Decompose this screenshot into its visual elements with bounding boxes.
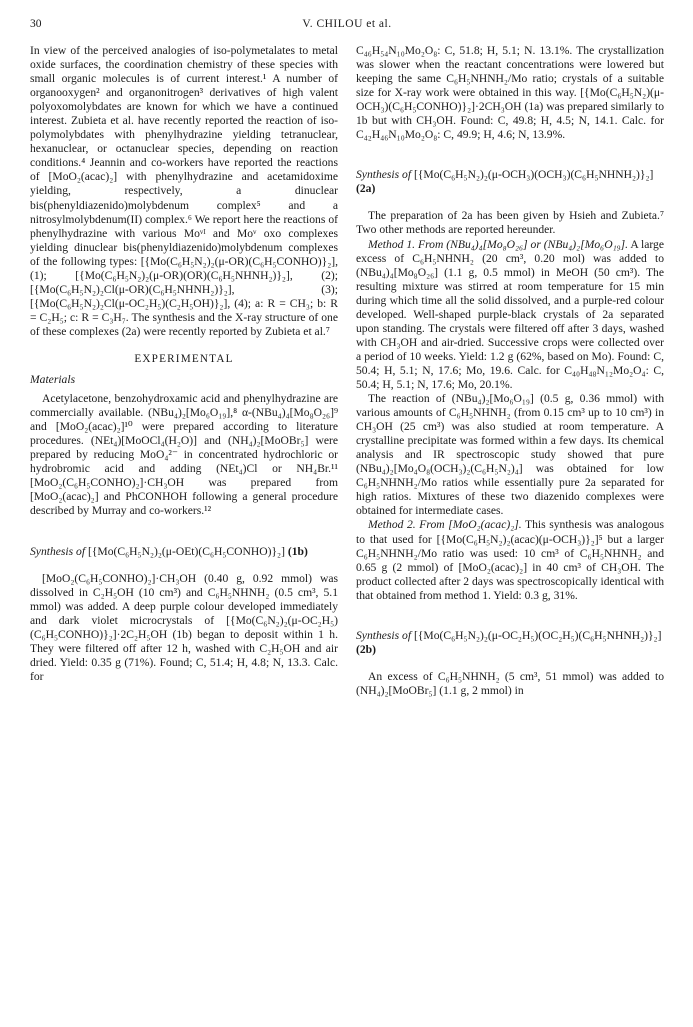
synthesis-1b-formula: [{Mo(C₆H₅N₂)₂(μ-OEt)(C₆H₅CONHO)}₂] (87, 544, 285, 558)
synthesis-1b-paragraph: [MoO₂(C₆H₅CONHO)₂]·CH₃OH (0.40 g, 0.92 mmol) was dissolved in C₂H₅OH (10 cm³) and C₆H₅NHNH₂ (0.5 cm³, 5.1 mmol) was added. A deep purple colour developed immediately and dark violet microcrystals of [{Mo(C₆N₂)₂(μ-OC₂H₅)(C₆H₅CONHO)}₂]·2C₂H₅OH (1b) began to deposit within 1 h. They were filtered off after 12 h, washed with C₂H₅OH and air dried. Yield: 0.35 g (71%). Found; C, 51.4; H, 4.8; N, 13.3. Calc. for (30, 571, 338, 683)
page-header (30, 18, 664, 34)
method-1-label: Method 1. From (NBu₄)₄[Mo₈O₂₆] or (NBu₄)₂[Mo₆O₁₉]. (368, 237, 629, 251)
experimental-heading: EXPERIMENTAL (134, 352, 234, 365)
intro-paragraph: In view of the perceived analogies of iso-polymetalates to metal oxide surfaces, the coordination chemistry of these species with small organic molecules is of current interest.¹ A number of organooxygen² and organonitrogen³ derivatives of high valent polyoxomolybdates are known for which we have a continued interest. Zubieta et al. have recently reported the reaction of iso-polymolybdates with phenylhydrazine yielding tetranuclear, hexanuclear, or octanuclear species, depending on reaction conditions.⁴ Jeannin and co-workers have reported the reactions of [MoO₂(acac)₂] with phenylhydrazine and acetamidoxime yielding, respectively, a dinuclear bis(phenyldiazenido)molybdenum complex⁵ and a nitrosylmolybdenum(II) complex.⁶ We report here the reactions of phenylhydrazine with various Moᵛᴵ and Moᵛ oxo complexes yielding dinuclear bis(phenyldiazenido)molybdenum complexes of the following types: [{Mo(C₆H₅N₂)₂(μ-OR)(C₆H₅CONHO)}₂], (1); [{Mo(C₆H₅N₂)₂(μ-OR)(OR)(C₆H₅NHNH₂)}₂], (2); [{Mo(C₆H₅N₂)₂Cl(μ-OR)(C₆H₅NHNH₂)}₂], (3); [{Mo(C₆H₅N₂)₂Cl(μ-OC₂H₅)(C₂H₅OH)}₂], (4); a: R = CH₃; b: R = C₂H₅; c: R = C₃H₇. The synthesis and the X-ray structure of one of these complexes (2a) were recently reported by Zubieta et al.⁷ (30, 44, 338, 338)
synthesis-1b-label: (1b) (287, 544, 308, 558)
running-head: V. CHILOU et al. (302, 18, 392, 30)
synthesis-2b-prefix: Synthesis of (356, 628, 412, 642)
method-2-label: Method 2. From [MoO₂(acac)₂]. (368, 518, 522, 532)
continuation-paragraph: C₄₆H₅₄N₁₀Mo₂O₈: C, 51.8; H, 5.1; N. 13.1%. The crystallization was slower when the reactant concentrations were lowered but keeping the same C₆H₅NHNH₂/Mo ratio; crystals of a suitable size for X-ray work were obtained in this way. [{Mo(C₆H₅N₂)(μ-OCH₃)(C₆H₅CONHO)}₂]·2CH₃OH (1a) was prepared similarly to 1b but with CH₃OH. Found: C, 49.8; H, 4.5; N, 14.1. Calc. for C₄₂H₄₆N₁₀Mo₂O₈: C, 49.9; H, 4.6; N, 13.9%. (356, 44, 664, 142)
synthesis-1b-heading (30, 545, 338, 559)
page-number: 30 (30, 18, 42, 30)
synthesis-2b-formula: [{Mo(C₆H₅N₂)₂(μ-OC₂H₅)(OC₂H₅)(C₆H₅NHNH₂)}₂] (413, 628, 662, 642)
synthesis-2a-formula: [{Mo(C₆H₅N₂)₂(μ-OCH₃)(OCH₃)(C₆H₅NHNH₂)}₂] (413, 168, 654, 182)
left-column (30, 44, 338, 684)
synthesis-2a-intro: The preparation of 2a has been given by Hsieh and Zubieta.⁷ Two other methods are reported hereunder. (356, 209, 664, 237)
synthesis-2b-paragraph: An excess of C₆H₅NHNH₂ (5 cm³, 51 mmol) was added to (NH₄)₂[MoOBr₅] (1.1 g, 2 mmol) in (356, 669, 664, 697)
method-2-paragraph (356, 518, 664, 602)
synthesis-2b-heading (356, 629, 664, 657)
method-1-paragraph (356, 238, 664, 393)
materials-paragraph: Acetylacetone, benzohydroxamic acid and phenylhydrazine are commercially available. (NBu₄)₂[Mo₆O₁₉],⁸ α-(NBu₄)₄[Mo₈O₂₆]⁹ and [MoO₂(acac)₂]¹⁰ were prepared according to literature procedures. (NEt₄)[MoOCl₄(H₂O)] and (NH₄)₂[MoOBr₅] were prepared by reducing MoO₄²⁻ in concentrated hydrochloric or hydrobromic acid and adding (NEt₄)Cl or NH₄Br.¹¹ [MoO₂(C₆H₅CONHO)₂]·CH₃OH was prepared from [MoO₂(acac)₂] and PhCONHOH following a general procedure described by Murray and co-workers.¹² (30, 392, 338, 518)
synthesis-2a-heading (356, 168, 664, 196)
right-column (356, 44, 664, 698)
synthesis-2a-label: (2a) (356, 182, 376, 196)
method-2-text: This synthesis was analogous to that used for [{Mo(C₆H₅N₂)₂(acac)(μ-OCH₃)}₂]⁵ but a larger C₆H₅NHNH₂/Mo ratio was used: 10 cm³ of C₆H₅NHNH₂ and 0.65 g (2 mmol) of [MoO₂(acac)₂] in 40 cm³ of CH₃OH. The product collected after 2 days was spectroscopically identical with that obtained from method 1. Yield: 0.3 g, 31%. (356, 518, 664, 602)
method-1-text: A large excess of C₆H₅NHNH₂ (20 cm³, 0.20 mol) was added to (NBu₄)₄[Mo₈O₂₆] (1.1 g, 0.5 mmol) in MeOH (50 cm³). The resulting mixture was stirred at room temperature for 15 min during which time all the solid dissolved, and a purple-red colour developed. Well-shaped purple-black crystals of 2a separated upon standing. The crystals were filtered off after 3 days, washed with CH₃OH and air-dried. Successive crops were collected over a period of 10 weeks. Yield: 1.2 g (62%, based on Mo). Found: C, 50.4; H, 5.1; N, 17.6; Mo, 19.6. Calc. for C₄₀H₄₈N₁₂Mo₂O₄: C, 50.4; H, 5.1; N, 17.6; Mo, 20.1%. (356, 237, 664, 391)
method-1-followup: The reaction of (NBu₄)₂[Mo₆O₁₉] (0.5 g, 0.36 mmol) with various amounts of C₆H₅NHNH₂ (from 0.15 cm³ up to 10 cm³) in CH₃OH (25 cm³) was also studied at room temperature. A crystalline precipitate was formed within a few days. Its chemical analysis and IR spectroscopic study showed that pure (NBu₄)₂[Mo₄O₈(OCH₃)₂(C₆H₅N₂)₄] was obtained for low C₆H₅NHNH₂/Mo ratios while essentially pure 2a separated for high ratios. Mixtures of these two diazenido complexes were obtained for intermediate cases. (356, 392, 664, 518)
synthesis-2a-prefix: Synthesis of (356, 168, 412, 182)
synthesis-1b-prefix: Synthesis of (30, 544, 86, 558)
materials-heading: Materials (30, 373, 76, 387)
synthesis-2b-label: (2b) (356, 642, 376, 656)
